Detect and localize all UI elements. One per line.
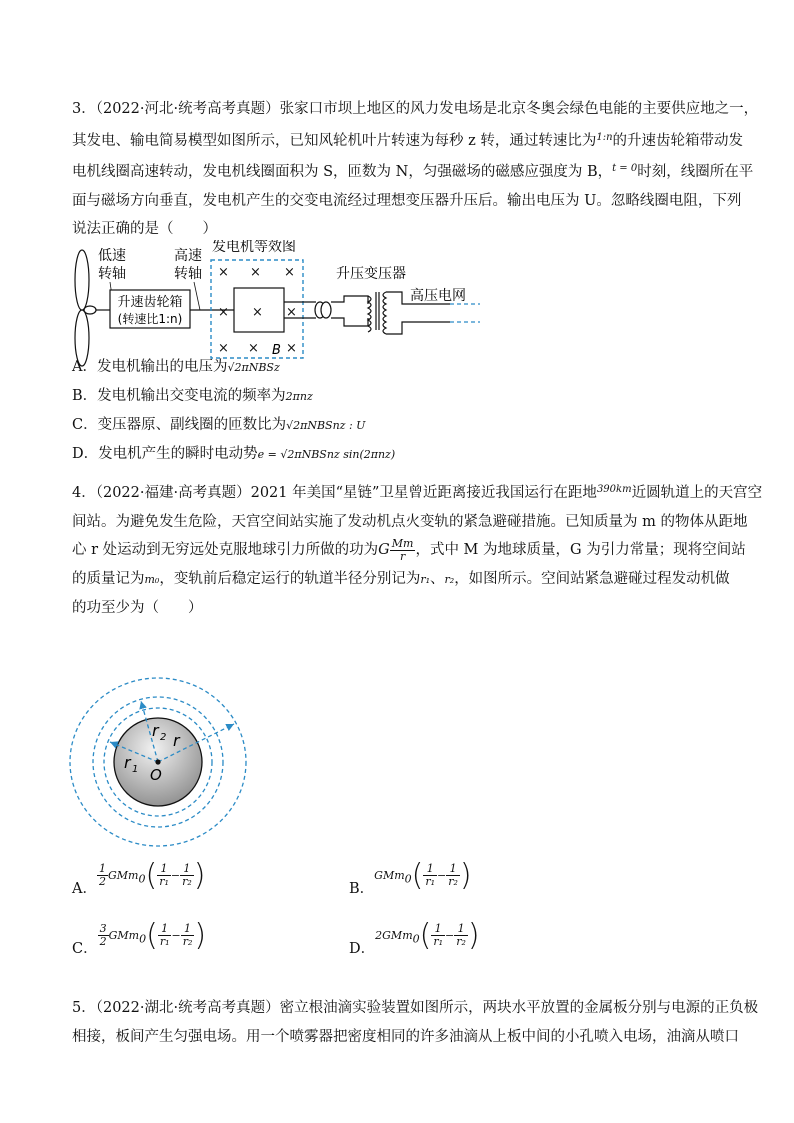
q3-line-3: 电机线圈高速转动，发电机线圈面积为 S，匝数为 N，匀强磁场的磁感应强度为 B，$^{t = 0}$时刻，线圈所在平	[72, 163, 754, 180]
question-3-text	[72, 95, 759, 244]
q5-line-2: 相接，板间产生匀强电场。用一个喷雾器把密度相同的许多油滴从上板中间的小孔喷入电场，油滴从喷口	[72, 1028, 739, 1045]
svg-text:×: ×	[284, 265, 295, 280]
q4-line-4: 的质量记为m₀，变轨前后稳定运行的轨道半径分别记为r₁、r₂，如图所示。空间站紧急避碰过程发动机做	[72, 570, 730, 587]
q4-line-5: 的功至少为（ ）	[72, 600, 203, 616]
wind-generator-diagram	[70, 240, 490, 368]
svg-text:×: ×	[250, 265, 261, 280]
q3-option-c[interactable]: C．变压器原、副线圈的匝数比为√2πNBSnz : U	[72, 417, 366, 433]
svg-text:2: 2	[160, 732, 167, 743]
q3-line-5: 说法正确的是（ ）	[72, 221, 217, 237]
q4-choice-d[interactable]: D．2GMm$_0$( $\frac{1}{\text{r₁}}$ − $\frac{1}{\text{r₂}}$ )	[349, 918, 480, 957]
q4-line-3: 心 r 处运动到无穷远处克服地球引力所做的功为G $\frac{Mm}{r}$ ，式中 M 为地球质量，G 为引力常量；现将空间站	[72, 536, 746, 563]
label-r1: r	[124, 753, 131, 772]
svg-text:×: ×	[218, 265, 229, 280]
low-shaft-label-2: 转轴	[98, 266, 126, 282]
q4-choice-c[interactable]: C． $\frac{3}{2}$ GMm$_0$( $\frac{1}{\text{r₁}}$ − $\frac{1}{\text{r₂}}$ )	[72, 918, 207, 957]
low-shaft-label-1: 低速	[98, 248, 126, 264]
svg-text:×: ×	[286, 305, 297, 320]
svg-text:×: ×	[286, 341, 297, 356]
label-r2: r	[152, 721, 159, 740]
q3-option-b[interactable]: B．发电机输出交变电流的频率为2πnz	[72, 388, 313, 404]
svg-text:1: 1	[132, 764, 139, 775]
label-r: r	[173, 731, 180, 750]
q3-line-2: 其发电、输电简易模型如图所示，已知风轮机叶片转速为每秒 z 转，通过转速比为$^{1:n}$的升速齿轮箱带动发	[72, 131, 744, 149]
turbine-blades-icon	[75, 250, 96, 366]
question-4-text	[72, 476, 763, 623]
work-fraction: $\frac{Mm}{r}$	[391, 536, 414, 563]
transformer-label: 升压变压器	[336, 266, 406, 282]
q3-line-4: 面与磁场方向垂直，发电机产生的交变电流经过理想变压器升压后。输出电压为 U。忽略线圈电阻，下列	[72, 192, 742, 209]
q3-option-d[interactable]: D．发电机产生的瞬时电动势e = √2πNBSnz sin(2πnz)	[72, 446, 396, 462]
q4-choice-b[interactable]: B．GMm$_0$( $\frac{1}{\text{r₁}}$ − $\frac{1}{\text{r₂}}$ )	[349, 858, 472, 897]
gearbox-label-2: (转速比1:n)	[117, 312, 183, 326]
speed-ratio: 1:n	[596, 131, 613, 143]
orbit-diagram	[68, 676, 254, 852]
q4-choice-a[interactable]: A． $\frac{1}{2}$ GMm$_0$( $\frac{1}{\text{r₁}}$ − $\frac{1}{\text{r₂}}$ )	[72, 858, 206, 897]
generator-title: 发电机等效图	[212, 240, 296, 255]
primary-coil	[368, 296, 371, 332]
high-shaft-label-2: 转轴	[174, 266, 202, 282]
secondary-coil	[383, 292, 386, 334]
t-zero: t = 0	[612, 163, 638, 174]
gearbox-label-1: 升速齿轮箱	[117, 295, 183, 310]
center-dot	[155, 759, 160, 764]
q3-line-1: 3．（2022·河北·统考高考真题）张家口市坝上地区的风力发电场是北京冬奥会绿色电能的主要供应地之一，	[72, 101, 759, 117]
svg-text:×: ×	[218, 305, 229, 320]
q4-line-2: 间站。为避免发生危险，天宫空间站实施了发动机点火变轨的紧急避碰措施。已知质量为 m 的物体从距地	[72, 513, 748, 530]
grid-label: 高压电网	[410, 288, 466, 304]
q3-option-a[interactable]: A．发电机输出的电压为√2πNBSz	[72, 359, 280, 375]
svg-text:×: ×	[248, 341, 259, 356]
b-field-label: B	[272, 343, 281, 358]
svg-text:×: ×	[252, 305, 263, 320]
question-5-text	[72, 994, 759, 1051]
q4-line-1: 4．（2022·福建·高考真题）2021 年美国“星链”卫星曾近距离接近我国运行在距地$^{390km}$近圆轨道上的天宫空	[72, 484, 763, 501]
svg-text:×: ×	[218, 341, 229, 356]
high-shaft-label-1: 高速	[174, 248, 202, 264]
q5-line-1: 5．（2022·湖北·统考高考真题）密立根油滴实验装置如图所示，两块水平放置的金属板分别与电源的正负极	[72, 1000, 759, 1016]
label-O: O	[150, 766, 162, 784]
